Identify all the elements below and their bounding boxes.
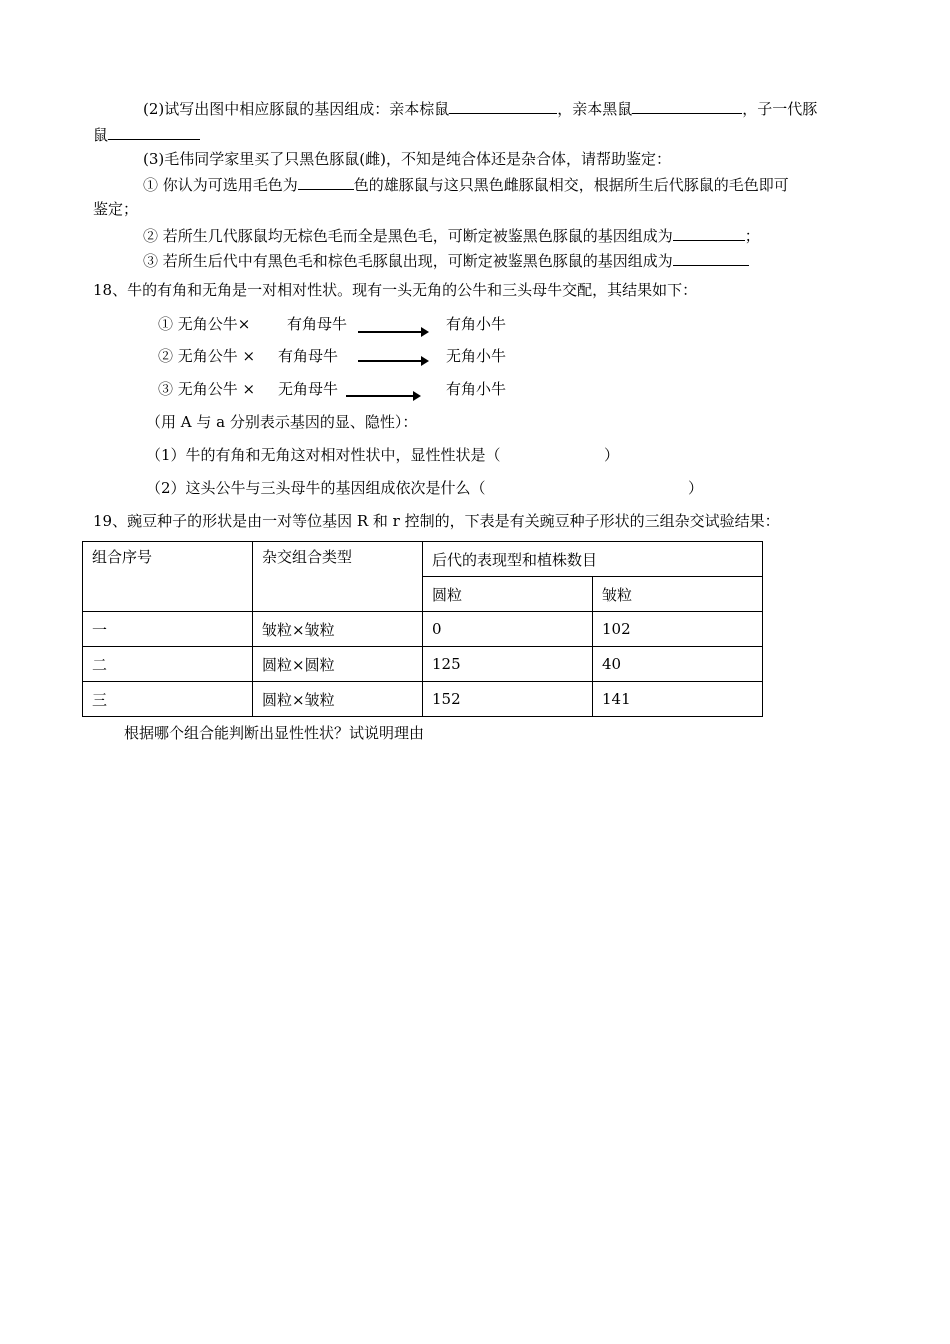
cell-round: 0 xyxy=(423,612,593,647)
blank-genotype-homo[interactable] xyxy=(673,225,745,241)
q18-sub2: （2）这头公牛与三头母牛的基因组成依次是什么（ xyxy=(146,479,486,497)
q17-part2-cont xyxy=(93,124,200,145)
cell-wrinkled: 102 xyxy=(593,612,763,647)
cell-cross: 圆粒×圆粒 xyxy=(253,647,423,682)
cell-group: 一 xyxy=(83,612,253,647)
q17-item2-end: ； xyxy=(744,227,760,245)
cell-group: 二 xyxy=(83,647,253,682)
q18-note: （用 A 与 a 分别表示基因的显、隐性）： xyxy=(146,413,418,431)
cell-wrinkled: 141 xyxy=(593,682,763,717)
header-offspring: 后代的表现型和植株数目 xyxy=(423,542,763,577)
q18-cross1-result: 有角小牛 xyxy=(446,315,507,333)
q18-cross1-left: ① 无角公牛× xyxy=(158,315,251,333)
q17-item3-text: ③ 若所生后代中有黑色毛和棕色毛豚鼠出现，可断定被鉴黑色豚鼠的基因组成为 xyxy=(143,252,673,270)
cell-round: 125 xyxy=(423,647,593,682)
subheader-wrinkled: 皱粒 xyxy=(593,577,763,612)
blank-offspring[interactable] xyxy=(108,124,200,140)
q18-cross1-arrow xyxy=(358,331,422,333)
header-group-number: 组合序号 xyxy=(83,542,253,612)
q17-item1-line xyxy=(143,174,789,195)
q19-title: 19、豌豆种子的形状是由一对等位基因 R 和 r 控制的，下表是有关豌豆种子形状的三组杂交试验结果： xyxy=(93,512,780,530)
q18-cross3-left: ③ 无角公牛 × xyxy=(158,380,256,398)
q18-cross3-mid: 无角母牛 xyxy=(278,380,339,398)
blank-parent-brown[interactable] xyxy=(449,98,557,114)
q17-part2-prefix: (2)试写出图中相应豚鼠的基因组成：亲本棕鼠 xyxy=(143,100,450,118)
q18-cross2-arrow xyxy=(358,360,422,362)
table-row xyxy=(83,682,763,717)
q17-item2-line xyxy=(143,225,760,246)
q18-cross2-result: 无角小牛 xyxy=(446,347,507,365)
q18-sub1-close: ） xyxy=(604,446,620,464)
q17-item2-text: ② 若所生几代豚鼠均无棕色毛而全是黑色毛，可断定被鉴黑色豚鼠的基因组成为 xyxy=(143,227,673,245)
cell-cross: 皱粒×皱粒 xyxy=(253,612,423,647)
q17-part3: (3)毛伟同学家里买了只黑色豚鼠(雌)，不知是纯合体还是杂合体，请帮助鉴定： xyxy=(143,150,671,168)
q17-part2-tail: 鼠 xyxy=(93,126,109,144)
q18-sub2-close: ） xyxy=(688,479,704,497)
q18-cross3-arrow xyxy=(346,395,414,397)
q18-cross1-mid: 有角母牛 xyxy=(287,315,348,333)
q19-question: 根据哪个组合能判断出显性性状？试说明理由 xyxy=(124,724,425,742)
blank-coat-color[interactable] xyxy=(298,174,354,190)
q17-item1-suffix: 色的雄豚鼠与这只黑色雌豚鼠相交，根据所生后代豚鼠的毛色即可 xyxy=(353,176,789,194)
q17-item1-prefix: ① 你认为可选用毛色为 xyxy=(143,176,298,194)
blank-parent-black[interactable] xyxy=(632,98,742,114)
cell-group: 三 xyxy=(83,682,253,717)
blank-genotype-hetero[interactable] xyxy=(673,250,749,266)
cell-wrinkled: 40 xyxy=(593,647,763,682)
subheader-round: 圆粒 xyxy=(423,577,593,612)
q17-part2-mid1: ，亲本黑鼠 xyxy=(557,100,633,118)
q18-sub1: （1）牛的有角和无角这对相对性状中，显性性状是（ xyxy=(146,446,501,464)
cell-round: 152 xyxy=(423,682,593,717)
q18-cross2-mid: 有角母牛 xyxy=(278,347,339,365)
cell-cross: 圆粒×皱粒 xyxy=(253,682,423,717)
q18-cross3-result: 有角小牛 xyxy=(446,380,507,398)
q17-part2-mid2: ，子一代豚 xyxy=(742,100,818,118)
q17-item3-line xyxy=(143,250,749,271)
table-row xyxy=(83,612,763,647)
q18-title: 18、牛的有角和无角是一对相对性状。现有一头无角的公牛和三头母牛交配，其结果如下： xyxy=(93,281,698,299)
q17-part2-line xyxy=(143,98,817,119)
table-header-row xyxy=(83,542,763,577)
table-row xyxy=(83,647,763,682)
cross-results-table xyxy=(82,541,763,717)
header-cross-type: 杂交组合类型 xyxy=(253,542,423,612)
q17-item1-cont: 鉴定； xyxy=(93,200,139,218)
q18-cross2-left: ② 无角公牛 × xyxy=(158,347,256,365)
